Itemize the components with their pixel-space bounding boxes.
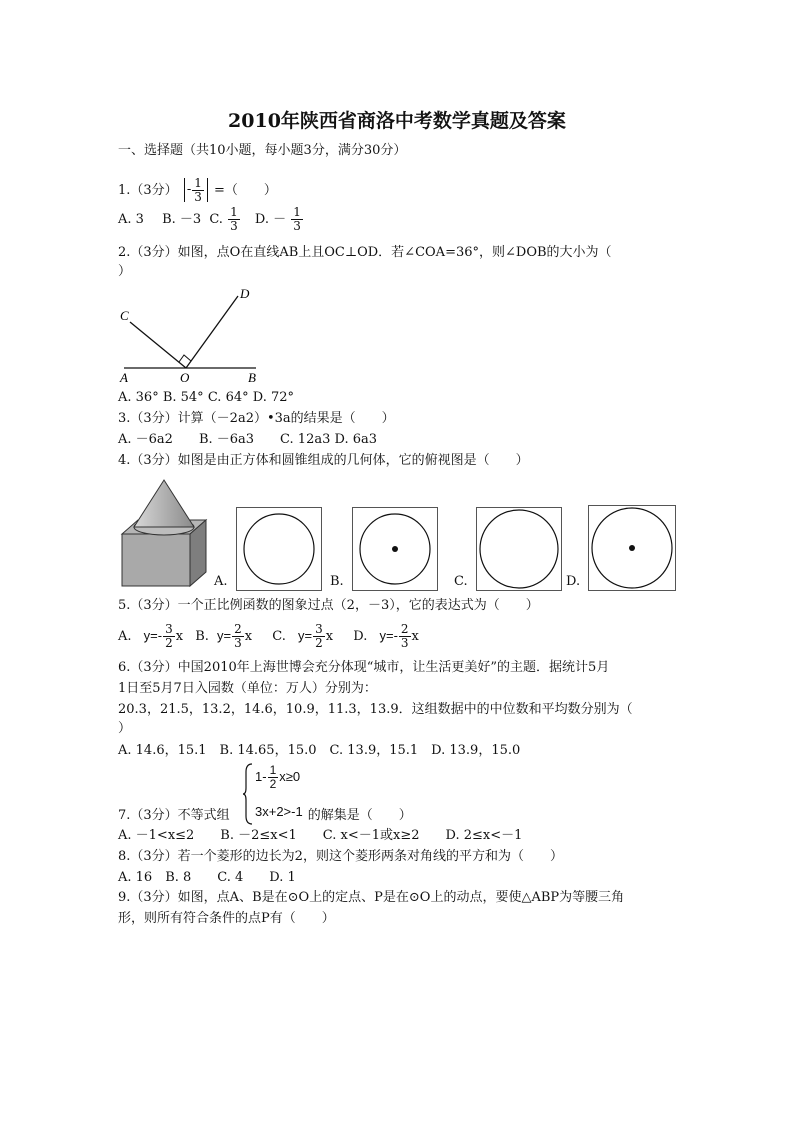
q5-a-num: 3 [165,622,173,636]
q1-suffix: =（ ） [214,182,277,198]
q1-option-b: B. －3 [162,212,202,227]
q1-options [118,206,304,234]
label-o: O [180,370,190,385]
q1-option-c-fraction [228,206,240,233]
ray-oc [130,322,186,368]
ineq1-num: 1 [269,763,277,777]
question-9-line2: 形，则所有符合条件的点P有（ ） [118,911,335,926]
q1-den: 3 [194,189,202,204]
question-3: 3.（3分）计算（－2a2）•3a的结果是（ ） [118,411,395,426]
question-6-line1: 6.（3分）中国2010年上海世博会充分体现“城市，让生活更美好”的主题．据统计5月 [118,660,610,675]
q1-option-c: C. [209,212,223,227]
q8-options: A. 16 B. 8 C. 4 D. 1 [118,870,296,885]
q1-num: 1 [194,175,202,190]
question-6-line3: 20.3，21.5，13.2，14.6，10.9，11.3，13.9．这组数据中的中位数和平均数分别为（ [118,702,633,717]
question-7 [118,807,412,825]
section-heading: 一、选择题（共10小题，每小题3分，满分30分） [118,143,407,158]
question-8: 8.（3分）若一个菱形的边长为2，则这个菱形两条对角线的平方和为（ ） [118,849,563,864]
q5-c-frac [313,623,325,650]
question-2-line1: 2.（3分）如图，点O在直线AB上且OC⊥OD．若∠COA=36°，则∠DOB的大小为（ [118,245,612,260]
ineq1-frac [268,764,279,791]
q1-fraction [192,177,204,204]
q3-options: A. －6a2 B. －6a3 C. 12a3 D. 6a3 [118,432,378,447]
q4-option-c-view [476,507,562,591]
q5-a-frac [163,623,175,650]
q5-b-den: 3 [234,636,242,650]
angle-figure [116,284,276,386]
q1c-num: 1 [230,205,238,219]
question-6-line4: ） [118,721,132,736]
q4-option-b-view [352,507,438,591]
center-dot-icon [392,546,398,552]
ineq1-den: 2 [269,777,277,791]
q4-label-a: A. [214,574,228,589]
q5-c-den: 2 [315,636,323,650]
question-9-line1: 9.（3分）如图，点A、B是在⊙O上的定点、P是在⊙O上的动点，要使△ABP为等腰三角 [118,890,625,905]
q1-option-a: A. 3 [118,212,144,227]
cube-cone-solid [118,478,210,588]
q5-d-num: 2 [400,622,409,636]
label-a: A [120,370,128,385]
q1c-den: 3 [230,219,238,233]
q5-d-lhs: y=- [379,628,398,643]
q6-options: A. 14.6，15.1 B. 14.65，15.0 C. 13.9，15.1 D. 13.9，15.0 [118,743,521,758]
q5-options [118,621,419,652]
q1-option-d: D. － [254,212,287,227]
q1d-num: 1 [293,205,301,219]
circle-icon [480,510,558,588]
q1-option-d-fraction [291,206,303,233]
question-1 [118,176,277,205]
q5-b-frac [232,623,244,650]
q1d-den: 3 [293,219,301,233]
q5-d-var: x [411,629,419,644]
q7-prefix: 7.（3分）不等式组 [118,808,230,823]
q5-d-den: 3 [400,636,409,650]
cube-front [122,534,190,586]
center-dot-icon [629,545,635,551]
q5-a-label: A. [118,629,132,644]
q4-label-c: C. [454,574,468,589]
label-b: B [248,370,256,385]
q5-b-num: 2 [234,622,242,636]
q1-minus: - [186,182,192,197]
q5-c-var: x [325,629,334,644]
q1-absolute-value [182,176,210,205]
q1-prefix: 1.（3分） [118,182,178,198]
q5-c-lhs: y= [298,628,313,643]
ineq1-pre: 1- [255,768,267,784]
inequality-2: 3x+2>-1 [255,804,303,819]
q2-options: A. 36° B. 54° C. 64° D. 72° [118,390,295,405]
cone-body [134,480,194,527]
abs-bar-left [184,178,185,202]
q5-b-label: B. [195,629,209,644]
q4-option-d-view [588,505,676,591]
abs-bar-right [207,178,208,202]
q5-a-lhs: y=- [143,628,163,643]
q5-c-num: 3 [315,622,323,636]
right-angle-mark [179,355,191,362]
q7-suffix: 的解集是（ ） [307,808,412,823]
page-title: 2010年陕西省商洛中考数学真题及答案 [228,110,566,132]
ineq1-post: x≥0 [279,768,301,784]
q5-c-label: C. [272,629,286,644]
q5-d-frac [399,623,411,650]
q4-label-b: B. [330,574,344,589]
question-6-line2: 1日至5月7日入园数（单位：万人）分别为： [118,681,377,696]
q7-options: A. －1<x≤2 B. －2≤x<1 C. x<－1或x≥2 D. 2≤x<－1 [118,828,523,843]
label-c: C [120,308,129,323]
q4-option-a-view [236,507,322,591]
question-4: 4.（3分）如图是由正方体和圆锥组成的几何体，它的俯视图是（ ） [118,453,529,468]
q5-a-var: x [175,629,184,644]
ray-od [186,296,238,368]
circle-icon [244,514,314,584]
q5-d-label: D. [353,629,368,644]
q5-b-var: x [244,629,253,644]
q5-a-den: 2 [165,636,173,650]
q4-label-d: D. [566,574,581,589]
label-d: D [240,286,250,301]
question-2-line2: ） [118,264,132,279]
question-5: 5.（3分）一个正比例函数的图象过点（2，－3），它的表达式为（ ） [118,598,539,613]
q5-b-lhs: y= [217,628,232,643]
inequality-1 [255,764,300,791]
